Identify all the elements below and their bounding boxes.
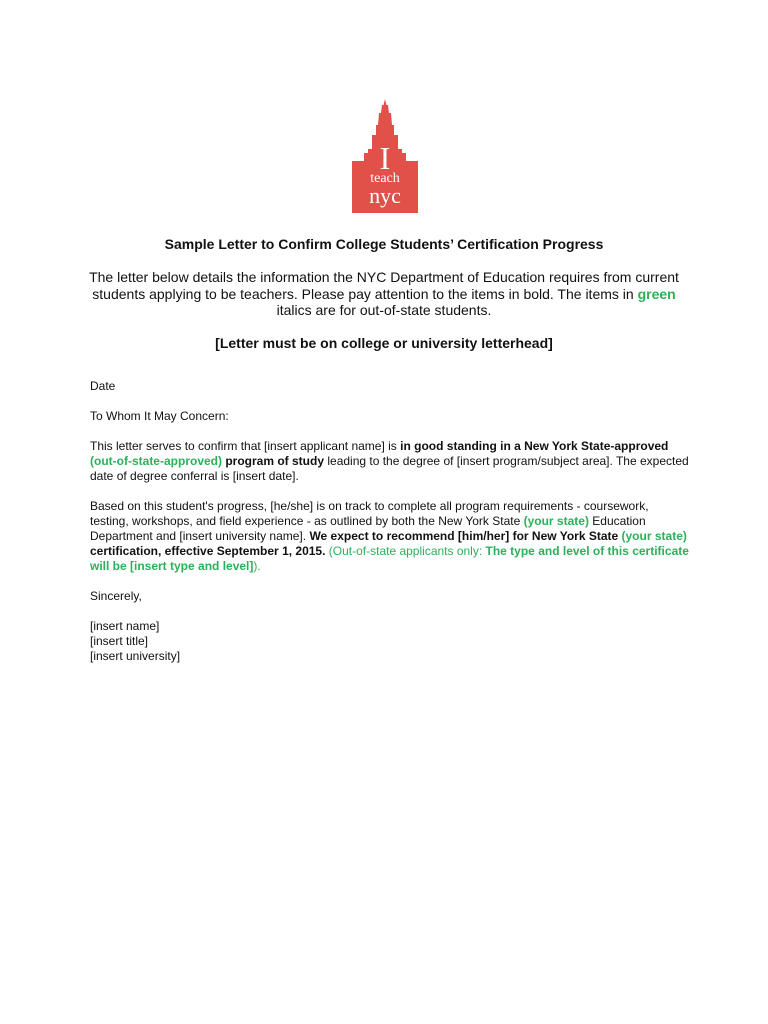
p2-text-a: Based on this student's progress, [he/she] is on track to complete all program requirements - coursework, testing, workshops, and field experience - as outlined by both the New York State [90,499,649,528]
p1-green-approved: (out-of-state-approved) [90,454,222,468]
p1-bold-standing: in good standing in a New York State-approved [400,439,669,453]
letter-salutation: To Whom It May Concern: [90,409,229,423]
letterhead-note: [Letter must be on college or university letterhead] [215,335,553,351]
i-teach-nyc-logo [352,99,418,213]
p2-text-c: Education Department and [insert university name]. [90,514,646,543]
p2-green-note: (Out-of-state applicants only: [325,544,486,558]
p2-bold-effective: certification, effective September 1, 2015. [90,544,326,558]
letter-paragraph-2 [90,499,690,574]
p1-bold-program: program of study [222,454,325,468]
signature-university: [insert university] [90,649,181,663]
signature-name: [insert name] [90,619,160,633]
p1-text-e: leading to the degree of [insert program/subject area]. The expected date of degree conferral is [insert date]. [90,454,689,483]
letter-paragraph-1 [90,439,690,484]
p2-green-state-1: (your state) [523,514,589,528]
intro-text-2: italics are for out-of-state students. [276,302,492,318]
letter-closing: Sincerely, [90,589,142,603]
p2-green-bold-type: The type and level of this certificate will be [insert type and level] [90,544,689,573]
p1-text-a: This letter serves to confirm that [insert applicant name] is [90,439,401,453]
intro-green-word: green [637,285,676,302]
intro-paragraph [88,269,680,319]
p2-green-state-2: (your state) [621,529,687,543]
logo-nyc-text: nyc [369,183,401,208]
logo-teach-text: teach [370,171,400,186]
letter-date: Date [90,379,116,393]
document-title: Sample Letter to Confirm College Students’ Certification Progress [164,236,604,252]
p2-bold-recommend: We expect to recommend [him/her] for New York State [309,529,622,543]
signature-title: [insert title] [90,634,149,648]
logo-i-text: I [379,140,391,176]
letter-body [90,379,690,664]
p2-green-close: ). [253,559,261,573]
intro-text-1: The letter below details the information the NYC Department of Education requires from current students applying to be teachers. Please pay attention to the items in bold. The items in [89,269,679,302]
building-logo-icon [352,99,418,213]
